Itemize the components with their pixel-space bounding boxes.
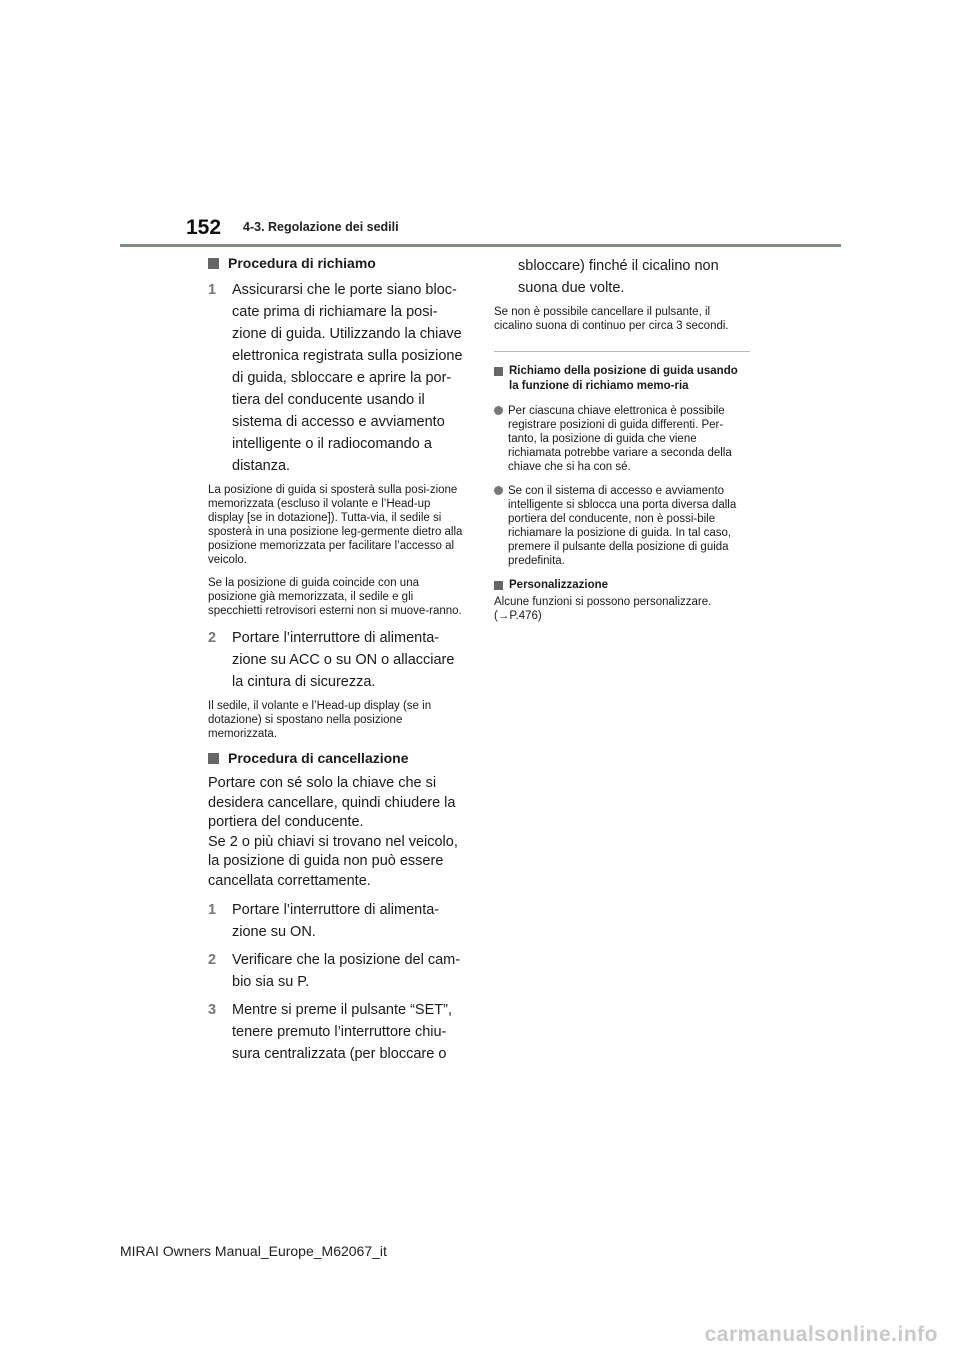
memory-heading-text: Richiamo della posizione di guida usando la funzione di richiamo memo-ria [509, 365, 738, 392]
watermark: carmanualsonline.info [704, 1323, 938, 1346]
step-text: sbloccare) finché il cicalino non suona due volte. [518, 258, 719, 296]
cancel-text-2: Se 2 o più chiavi si trovano nel veicolo, la posizione di guida non può essere cancellata correttamente. [208, 833, 458, 889]
bullet-text: Se con il sistema di accesso e avviamento intelligente si sblocca una porta diversa dalla portiera del conducente, non è possi-bile richiamare la posizione di guida. In tal caso, premere il pulsante della posizione di guida predefinita. [508, 485, 737, 567]
step-number: 1 [208, 282, 217, 298]
left-column [208, 255, 464, 1071]
square-bullet-icon [494, 367, 503, 376]
recall-heading [208, 255, 464, 271]
memory-bullet-1 [494, 404, 750, 474]
step-text: Mentre si preme il pulsante “SET”, tenere premuto l’interruttore chiu-sura centralizzata (per bloccare o [232, 1002, 452, 1062]
header-rule [120, 244, 841, 247]
step-number: 2 [208, 952, 217, 968]
step-number: 2 [208, 630, 217, 646]
recall-step-2 [208, 627, 464, 693]
cancel-text-1: Portare con sé solo la chiave che si desidera cancellare, quindi chiudere la portiera del conducente. [208, 775, 456, 830]
custom-text: Alcune funzioni si possono personalizzare. (→P.476) [494, 596, 712, 622]
recall-heading-text: Procedura di richiamo [228, 255, 376, 271]
circle-bullet-icon [494, 406, 503, 415]
custom-heading [494, 578, 750, 593]
right-column [494, 255, 750, 632]
cancel-step-3-continuation [494, 255, 750, 299]
cancel-heading-text: Procedura di cancellazione [228, 750, 409, 766]
square-bullet-icon [208, 753, 219, 764]
step-text: Verificare che la posizione del cam-bio sia su P. [232, 952, 461, 990]
circle-bullet-icon [494, 486, 503, 495]
cancel-step-3 [208, 999, 464, 1065]
page-number: 152 [186, 216, 222, 239]
section-divider [494, 351, 750, 352]
section-header: 4-3. Regolazione dei sedili [243, 220, 399, 234]
step-text: Portare l’interruttore di alimenta-zione su ON. [232, 902, 440, 940]
square-bullet-icon [494, 581, 503, 590]
cancel-step-1 [208, 899, 464, 943]
cancel-heading [208, 750, 464, 766]
step-number: 3 [208, 1002, 217, 1018]
recall-step-1 [208, 279, 464, 477]
recall-note-3: Il sedile, il volante e l’Head-up display (se in dotazione) si spostano nella posizione memorizzata. [208, 700, 432, 740]
recall-note-2: Se la posizione di guida coincide con una posizione già memorizzata, il sedile e gli specchietti retrovisori esterni non si muove-ranno. [208, 577, 462, 617]
square-bullet-icon [208, 258, 219, 269]
custom-heading-text: Personalizzazione [509, 579, 609, 591]
step-number: 1 [208, 902, 217, 918]
step-text: Assicurarsi che le porte siano bloc-cate prima di richiamare la posi-zione di guida. Utilizzando la chiave elettronica registrata sulla posizione di guida, sbloccare e aprire la por-tiera del conducente usando il sistema di accesso e avviamento intelligente o il radiocomando a distanza. [232, 282, 463, 474]
cancel-step-2 [208, 949, 464, 993]
memory-heading [494, 364, 750, 394]
recall-note-1: La posizione di guida si sposterà sulla posi-zione memorizzata (escluso il volante e l’Head-up display [se in dotazione]). Tutta-via, il sedile si sposterà in una posizione leg-germente dietro alla posizione memorizzata per facilitare l’accesso al veicolo. [208, 484, 463, 566]
memory-bullet-2 [494, 484, 750, 568]
step-text: Portare l’interruttore di alimenta-zione su ACC o su ON o allacciare la cintura di sicurezza. [232, 630, 455, 690]
bullet-text: Per ciascuna chiave elettronica è possibile registrare posizioni di guida differenti. Per-tanto, la posizione di guida che viene richiamata potrebbe variare a seconda della chiave che si ha con sé. [508, 405, 732, 473]
footer-manual-name: MIRAI Owners Manual_Europe_M62067_it [120, 1243, 387, 1259]
cancel-note: Se non è possibile cancellare il pulsante, il cicalino suona di continuo per circa 3 secondi. [494, 306, 729, 332]
